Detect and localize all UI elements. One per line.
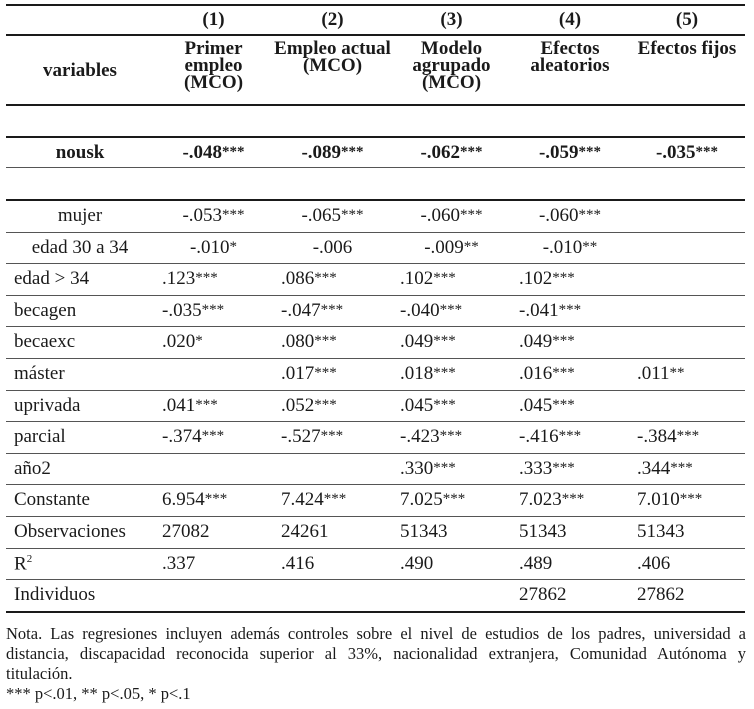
coef-cell: 6.954***: [162, 489, 228, 510]
coef-cell: .123***: [162, 268, 218, 289]
column-header-row: [6, 40, 745, 100]
coef-cell: -.053***: [182, 205, 245, 226]
coef-cell: .489: [519, 553, 553, 574]
column-header-2: Empleo actual (MCO): [274, 38, 391, 76]
coef-cell: -.060***: [538, 205, 602, 226]
rule-below-column-numbers: [6, 34, 745, 36]
column-header-3: Modelo agrupado (MCO): [412, 38, 491, 93]
coef-cell: 51343: [400, 521, 448, 542]
coef-cell: -.035***: [162, 300, 225, 321]
column-number-4: (4): [558, 9, 582, 30]
coef-cell: -.006: [312, 237, 353, 258]
coef-cell: .045***: [400, 395, 456, 416]
coef-cell: .102***: [400, 268, 456, 289]
column-header-4: Efectos aleatorios: [530, 38, 610, 76]
coef-cell: -.009**: [424, 237, 479, 258]
coef-cell: 7.025***: [400, 489, 466, 510]
note-text: Nota. Las regresiones incluyen además controles sobre el nivel de estudios de los padres, universidad a distancia, discapacidad reconocida superior al 33%, nacionalidad extranjera, Comunidad Autónoma y titulación.: [6, 624, 746, 683]
coef-cell: .333***: [519, 458, 575, 479]
table-row: [6, 422, 745, 452]
variables-header: variables: [43, 60, 117, 81]
column-number-5: (5): [675, 9, 699, 30]
coef-cell: -.384***: [637, 426, 700, 447]
coef-cell: 27862: [637, 584, 685, 605]
table-row: [6, 485, 745, 515]
coef-cell: .406: [637, 553, 671, 574]
coef-cell: 51343: [519, 521, 567, 542]
coef-cell: .017***: [281, 363, 337, 384]
coef-cell: -.010*: [189, 237, 238, 258]
column-header-1: Primer empleo (MCO): [183, 38, 244, 93]
coef-cell: .049***: [400, 331, 456, 352]
row-label: mujer: [57, 205, 103, 226]
coef-cell: 27862: [519, 584, 567, 605]
coef-cell: .102***: [519, 268, 575, 289]
table-note: [6, 624, 746, 704]
coef-cell: -.035***: [655, 141, 719, 163]
coef-cell: 24261: [281, 521, 329, 542]
coef-cell: -.062***: [420, 141, 483, 163]
row-label: edad 30 a 34: [31, 237, 129, 258]
coef-cell: -.040***: [400, 300, 463, 321]
table-row: [6, 580, 745, 610]
table-row: [6, 517, 745, 547]
coef-cell: 51343: [637, 521, 685, 542]
table-row: [6, 233, 745, 263]
coef-cell: 7.023***: [519, 489, 585, 510]
coef-cell: -.048***: [182, 141, 245, 163]
table-row: [6, 201, 745, 231]
coef-cell: .020*: [162, 331, 203, 352]
column-number-2: (2): [321, 9, 344, 30]
coef-cell: -.527***: [281, 426, 344, 447]
coef-cell: .052***: [281, 395, 337, 416]
table-row: [6, 327, 745, 357]
coef-cell: -.423***: [400, 426, 463, 447]
coef-cell: -.065***: [301, 205, 364, 226]
row-label: máster: [14, 363, 65, 384]
coef-cell: .344***: [637, 458, 693, 479]
coef-cell: -.374***: [162, 426, 225, 447]
coef-cell: .337: [162, 553, 196, 574]
coef-cell: .080***: [281, 331, 337, 352]
coef-cell: .416: [281, 553, 315, 574]
table-row: [6, 359, 745, 389]
column-number-row: [6, 6, 745, 34]
coef-cell: .041***: [162, 395, 218, 416]
row-label: becaexc: [14, 331, 76, 352]
row-label: parcial: [14, 426, 66, 447]
table-row: [6, 454, 745, 484]
coef-cell: -.010**: [542, 237, 598, 258]
coef-cell: .086***: [281, 268, 337, 289]
coef-cell: 7.424***: [281, 489, 347, 510]
table-row: [6, 549, 745, 579]
coef-cell: -.416***: [519, 426, 582, 447]
table-row: [6, 296, 745, 326]
coef-cell: .016***: [519, 363, 575, 384]
coef-cell: -.059***: [538, 141, 602, 163]
row-label: uprivada: [14, 395, 81, 416]
coef-cell: .049***: [519, 331, 575, 352]
coef-cell: .011**: [637, 363, 685, 384]
coef-cell: -.089***: [301, 141, 364, 163]
coef-cell: -.041***: [519, 300, 582, 321]
row-label: edad > 34: [14, 268, 90, 289]
column-number-3: (3): [440, 9, 463, 30]
column-header-5: Efectos fijos: [637, 38, 737, 59]
rule-below-key-row: [6, 167, 745, 168]
rule-below-headers: [6, 104, 745, 106]
coef-cell: -.060***: [420, 205, 483, 226]
coef-cell: .018***: [400, 363, 456, 384]
row-divider: [6, 611, 745, 613]
row-label: becagen: [14, 300, 77, 321]
table-row: [6, 391, 745, 421]
coef-cell: .330***: [400, 458, 456, 479]
row-label: Constante: [14, 489, 90, 510]
coef-cell: 7.010***: [637, 489, 703, 510]
row-label: Observaciones: [14, 521, 126, 542]
significance-legend: *** p<.01, ** p<.05, * p<.1: [6, 684, 191, 703]
row-label: nousk: [55, 141, 105, 163]
key-row-nousk: [6, 138, 745, 167]
coef-cell: -.047***: [281, 300, 344, 321]
coef-cell: 27082: [162, 521, 210, 542]
column-number-1: (1): [202, 9, 225, 30]
coef-cell: .045***: [519, 395, 575, 416]
coef-cell: .490: [400, 553, 434, 574]
row-label: Individuos: [14, 584, 96, 605]
table-row: [6, 264, 745, 294]
row-label: año2: [14, 458, 51, 479]
row-label: $R^2$: [14, 552, 33, 575]
